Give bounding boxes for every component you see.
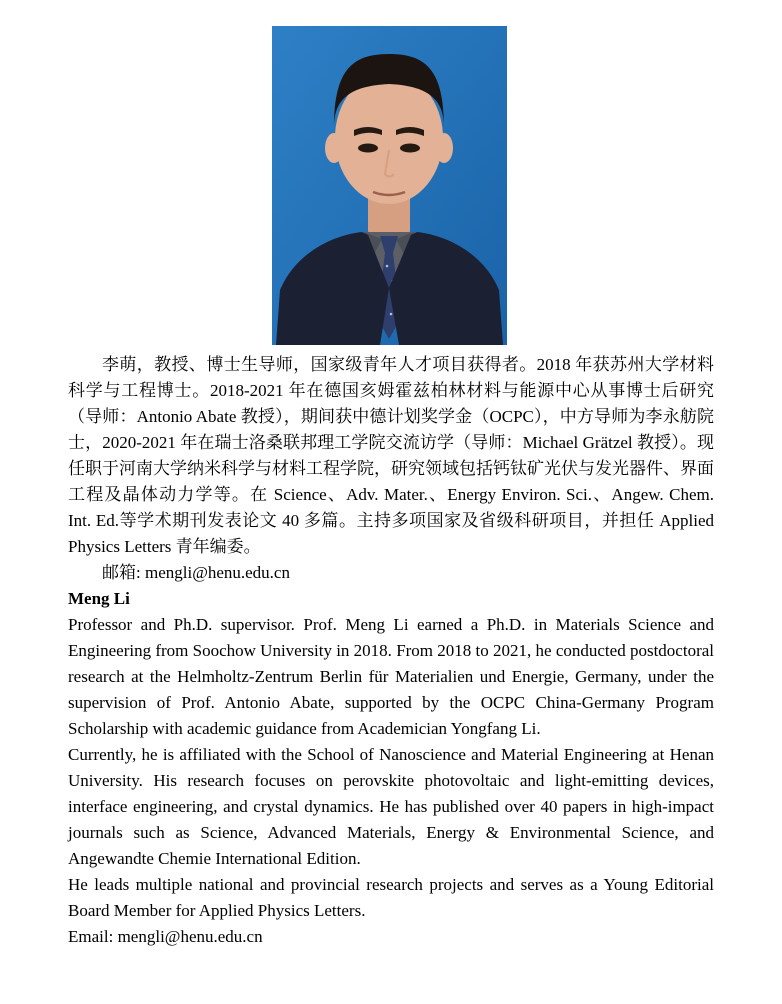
chinese-email-line: 邮箱: mengli@henu.edu.cn [102,563,290,582]
english-bio-paragraph-3: He leads multiple national and provincial research projects and serves as a Young Editorial Board Member for Applied Physics Letters. [68,875,714,920]
bio-content [68,352,714,950]
english-bio-paragraph-2: Currently, he is affiliated with the School of Nanoscience and Material Engineering at Henan University. His research focuses on perovskite photovoltaic and light-emitting devices, interface engineering, and crystal dynamics. He has published over 40 papers in high-impact journals such as Science, Advanced Materials, Energy & Environmental Science, and Angewandte Chemie International Edition. [68,745,714,868]
portrait-photo [272,26,507,345]
english-email-line: Email: mengli@henu.edu.cn [68,927,263,946]
chinese-bio-paragraph: 李萌，教授、博士生导师，国家级青年人才项目获得者。2018 年获苏州大学材料科学与工程博士。2018-2021 年在德国亥姆霍兹柏林材料与能源中心从事博士后研究（导师：Antonio Abate 教授），期间获中德计划奖学金（OCPC），中方导师为李永舫院士，2020-2021 年在瑞士洛桑联邦理工学院交流访学（导师：Michael Grätzel 教授）。现任职于河南大学纳米科学与材料工程学院，研究领域包括钙钛矿光伏与发光器件、界面工程及晶体动力学等。在 Science、Adv. Mater.、Energy Environ. Sci.、Angew. Chem. Int. Ed.等学术期刊发表论文 40 多篇。主持多项国家及省级科研项目，并担任 Applied Physics Letters 青年编委。 [68,355,714,556]
portrait-photo-graphic [272,26,507,345]
english-bio-paragraph-1: Professor and Ph.D. supervisor. Prof. Meng Li earned a Ph.D. in Materials Science and Engineering from Soochow University in 2018. From 2018 to 2021, he conducted postdoctoral research at the Helmholtz-Zentrum Berlin für Materialien und Energie, Germany, under the supervision of Prof. Antonio Abate, supported by the OCPC China-Germany Program Scholarship with academic guidance from Academician Yongfang Li. [68,615,714,738]
english-name-heading: Meng Li [68,589,130,608]
